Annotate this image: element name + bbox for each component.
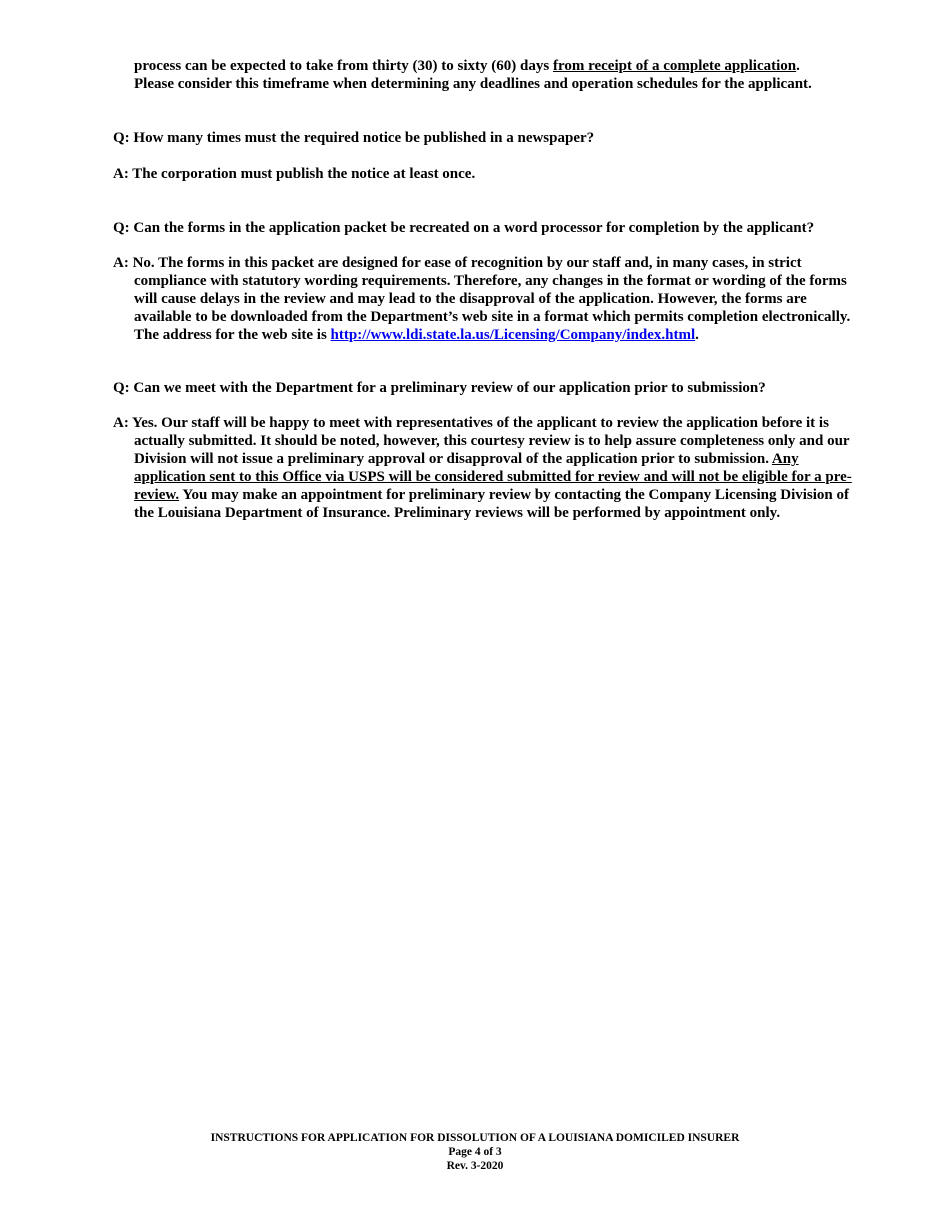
question-2: Q: Can the forms in the application packet be recreated on a word processor for completion by the applicant?: [113, 220, 815, 236]
question-1: Q: How many times must the required notice be published in a newspaper?: [113, 130, 595, 146]
answer-3-end: You may make an appointment for preliminary review by contacting the Company Licensing Division of the Louisiana Department of Insurance. Preliminary reviews will be performed by appointment only.: [134, 487, 850, 521]
answer-1: A: The corporation must publish the notice at least once.: [113, 166, 476, 182]
footer-page-number: Page 4 of 3: [448, 1146, 502, 1158]
intro-paragraph: [134, 57, 850, 93]
answer-3-underlined: Any application sent to this Office via USPS will be considered submitted for review and will not be eligible for a pre-review.: [134, 451, 852, 503]
answer-3: [113, 414, 853, 522]
intro-line2: Please consider this timeframe when determining any deadlines and operation schedules for the applicant.: [134, 76, 812, 92]
intro-underlined: from receipt of a complete application: [552, 58, 797, 74]
intro-text: process can be expected to take from thirty (30) to sixty (60) days: [134, 58, 553, 74]
question-3: Q: Can we meet with the Department for a preliminary review of our application prior to submission?: [113, 380, 766, 396]
answer-2-text: A: No. The forms in this packet are designed for ease of recognition by our staff and, in many cases, in strict compliance with statutory wording requirements. Therefore, any changes in the format or wording of the forms will cause delays in the review and may lead to the disapproval of the application. However, the forms are available to be downloaded from the Department’s web site in a format which permits completion electronically. The address for the web site is: [113, 255, 851, 343]
answer-3-text: A: Yes. Our staff will be happy to meet with representatives of the applicant to review the application before it is actually submitted. It should be noted, however, this courtesy review is to help assure completeness only and our Division will not issue a preliminary approval or disapproval of the application prior to submission.: [113, 415, 850, 467]
footer-title: INSTRUCTIONS FOR APPLICATION FOR DISSOLUTION OF A LOUISIANA DOMICILED INSURER: [210, 1132, 740, 1144]
website-link[interactable]: http://www.ldi.state.la.us/Licensing/Company/index.html: [330, 327, 696, 343]
answer-2-end: .: [695, 327, 699, 343]
footer-revision: Rev. 3-2020: [446, 1160, 504, 1172]
intro-period: .: [796, 58, 800, 74]
answer-2: [113, 254, 853, 344]
